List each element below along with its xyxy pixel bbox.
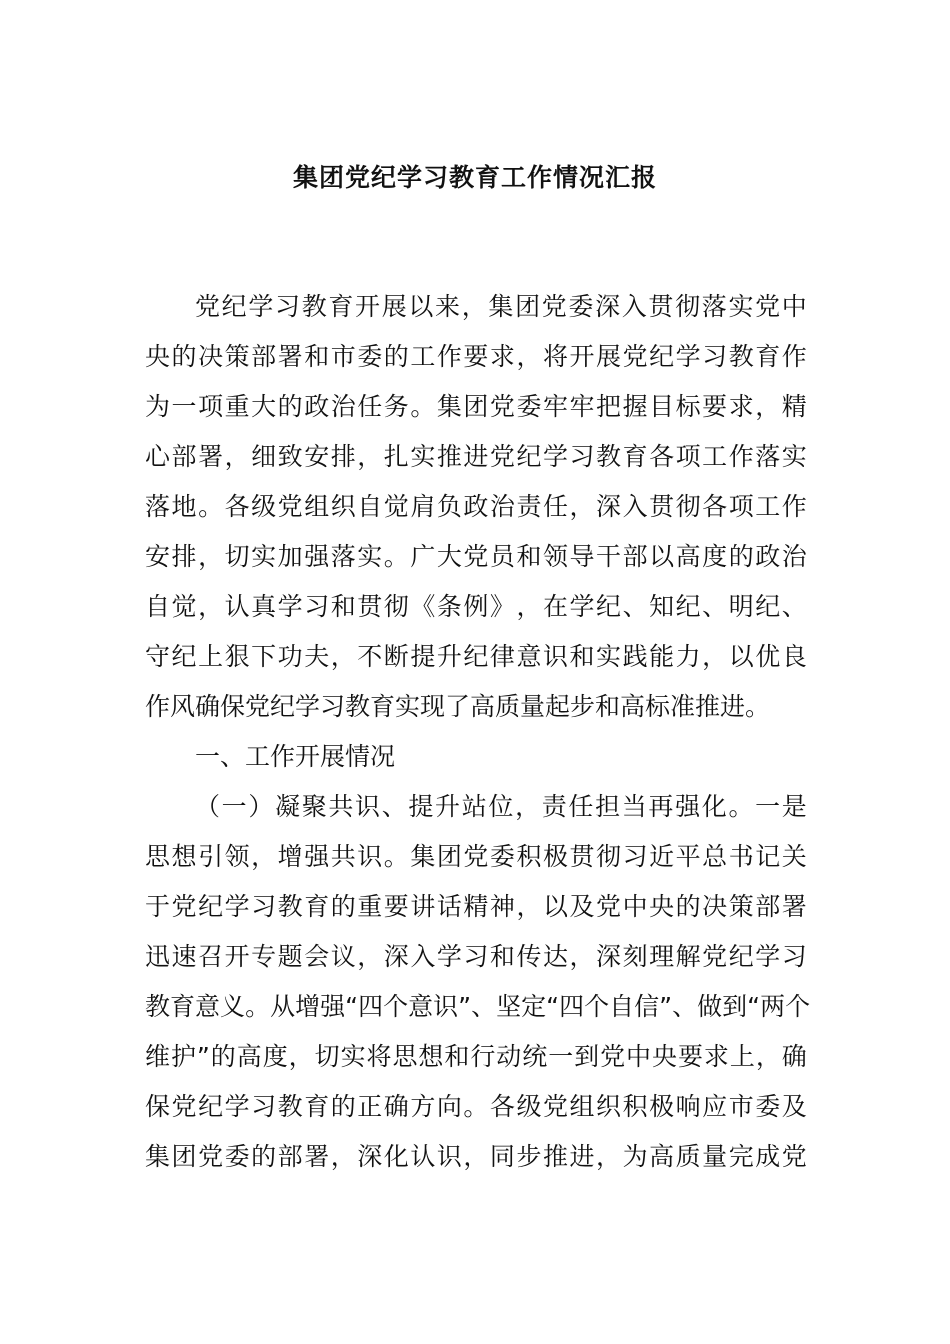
document-body xyxy=(145,282,811,1182)
text-line: 党 纪 学 习 教 育 开 展 以 来 ， 集 团 党 委 深 入 贯 彻 落 实 党 中 xyxy=(195,292,807,321)
text-line: 教 育 意 义 。 从 增 强 “ 四 个 意 识 ” 、 坚 定 “ 四 个 自 信 ” 、 做 到 “ 两 个 xyxy=(145,992,811,1021)
text-line: 央 的 决 策 部 署 和 市 委 的 工 作 要 求 ， 将 开 展 党 纪 学 习 教 育 作 xyxy=(145,342,807,371)
text-line: 作风确保党纪学习教育实现了高质量起步和高标准推进。 xyxy=(145,692,771,721)
text-line: 集 团 党 委 的 部 署 ， 深 化 认 识 ， 同 步 推 进 ， 为 高 质 量 完 成 党 xyxy=(145,1142,807,1171)
text-line: （ 一 ） 凝 聚 共 识 、 提 升 站 位 ， 责 任 担 当 再 强 化 。 一 是 xyxy=(195,792,807,821)
text-line: 守 纪 上 狠 下 功 夫 ， 不 断 提 升 纪 律 意 识 和 实 践 能 力 ， 以 优 良 xyxy=(145,642,807,671)
text-line: 一、工作开展情况 xyxy=(195,742,396,771)
document-title: 集团党纪学习教育工作情况汇报 xyxy=(292,163,657,192)
text-line: 思 想 引 领 ， 增 强 共 识 。 集 团 党 委 积 极 贯 彻 习 近 平 总 书 记 关 xyxy=(145,842,807,871)
text-line: 安 排 ， 切 实 加 强 落 实 。 广 大 党 员 和 领 导 干 部 以 高 度 的 政 治 xyxy=(145,542,807,571)
text-line: 自 觉 ， 认 真 学 习 和 贯 彻 《 条 例 》 ， 在 学 纪 、 知 纪 、 明 纪 、 xyxy=(145,592,807,621)
text-line: 保 党 纪 学 习 教 育 的 正 确 方 向 。 各 级 党 组 织 积 极 响 应 市 委 及 xyxy=(145,1092,807,1121)
text-line: 为 一 项 重 大 的 政 治 任 务 。 集 团 党 委 牢 牢 把 握 目 标 要 求 ， 精 xyxy=(145,392,807,421)
text-line: 落 地 。 各 级 党 组 织 自 觉 肩 负 政 治 责 任 ， 深 入 贯 彻 各 项 工 作 xyxy=(145,492,807,521)
text-line: 迅 速 召 开 专 题 会 议 ， 深 入 学 习 和 传 达 ， 深 刻 理 解 党 纪 学 习 xyxy=(145,942,807,971)
text-line: 于 党 纪 学 习 教 育 的 重 要 讲 话 精 神 ， 以 及 党 中 央 的 决 策 部 署 xyxy=(145,892,807,921)
text-line: 心 部 署 ， 细 致 安 排 ， 扎 实 推 进 党 纪 学 习 教 育 各 项 工 作 落 实 xyxy=(145,442,807,471)
text-line: 维 护 ” 的 高 度 ， 切 实 将 思 想 和 行 动 统 一 到 党 中 央 要 求 上 ， 确 xyxy=(145,1042,807,1071)
